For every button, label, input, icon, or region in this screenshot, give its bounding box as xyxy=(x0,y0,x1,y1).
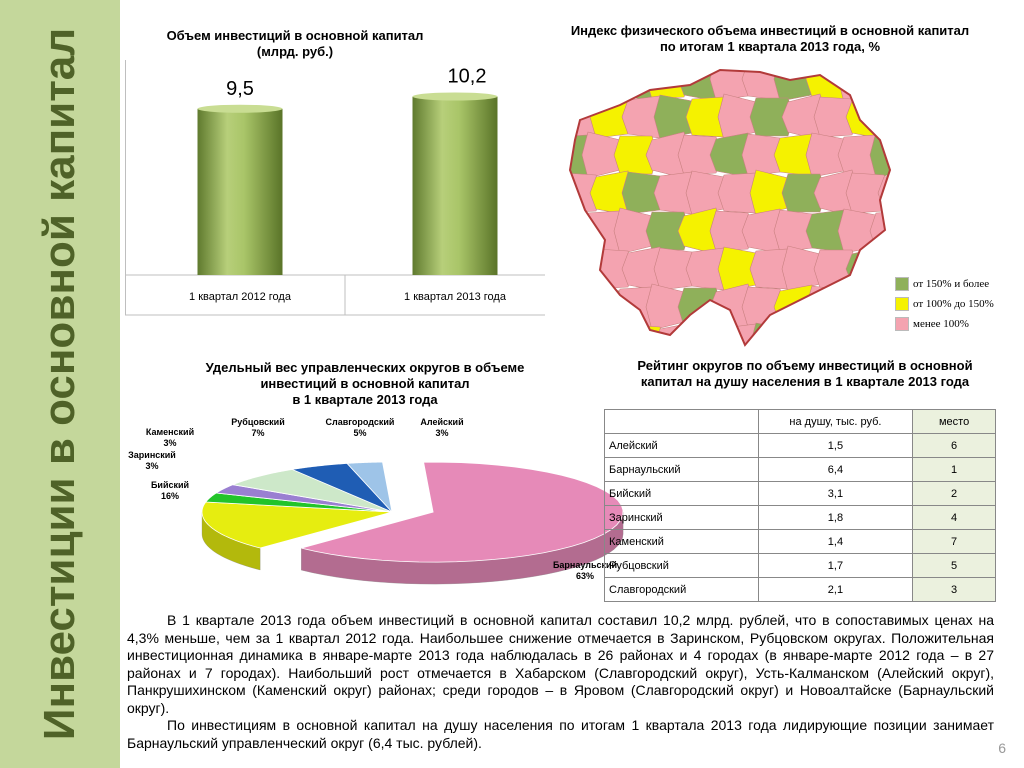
legend-label: от 100% до 150% xyxy=(913,298,994,310)
bar-chart-title-line1: Объем инвестиций в основной капитал xyxy=(166,28,424,43)
legend-item xyxy=(895,314,994,334)
table-cell-name: Рубцовский xyxy=(605,554,759,578)
legend-swatch-green xyxy=(895,277,909,291)
pie-slice-name: Славгородский xyxy=(325,417,395,427)
table-cell-name: Барнаульский xyxy=(605,458,759,482)
table-cell-rank: 3 xyxy=(913,578,996,602)
page-number: 6 xyxy=(998,740,1006,756)
bar xyxy=(198,109,283,275)
pie-chart-title-line1: Удельный вес управленческих округов в объеме xyxy=(205,360,525,375)
table-cell-rank: 1 xyxy=(913,458,996,482)
region-map xyxy=(560,60,900,350)
map-district xyxy=(838,56,882,102)
map-title xyxy=(535,23,1005,55)
bar-value-label: 9,5 xyxy=(226,77,254,100)
table-row xyxy=(605,434,996,458)
bar-chart-title-line2: (млрд. руб.) xyxy=(256,44,334,59)
table-cell-name: Славгородский xyxy=(605,578,759,602)
map-district xyxy=(870,60,914,98)
table-cell-value: 2,1 xyxy=(758,578,912,602)
map-district xyxy=(878,171,922,215)
map-district xyxy=(878,96,922,138)
pie-slice-label: 16% xyxy=(160,491,180,501)
bar-category-label: 1 квартал 2012 года xyxy=(189,291,291,303)
table-row xyxy=(605,458,996,482)
table-row xyxy=(605,578,996,602)
map-title-line1: Индекс физического объема инвестиций в основной капитал xyxy=(570,23,970,38)
rating-title-line2: капитал на душу населения в 1 квартале 2013 года xyxy=(640,374,970,389)
body-text xyxy=(127,612,994,752)
bar-chart-title xyxy=(130,28,460,60)
legend-item xyxy=(895,294,994,314)
map-district xyxy=(806,286,850,328)
table-cell-rank: 5 xyxy=(913,554,996,578)
table-cell-value: 1,4 xyxy=(758,530,912,554)
table-cell-rank: 7 xyxy=(913,530,996,554)
table-cell-value: 6,4 xyxy=(758,458,912,482)
legend-swatch-pink xyxy=(895,317,909,331)
table-cell-value: 3,1 xyxy=(758,482,912,506)
table-row xyxy=(605,506,996,530)
table-cell-name: Заринский xyxy=(605,506,759,530)
bar-value-label: 10,2 xyxy=(447,65,487,88)
map-district xyxy=(870,211,914,251)
table-cell-rank: 2 xyxy=(913,482,996,506)
map-district xyxy=(550,56,594,102)
map-title-line2: по итогам 1 квартала 2013 года, % xyxy=(659,39,881,54)
sidebar xyxy=(0,0,120,768)
table-cell-rank: 4 xyxy=(913,506,996,530)
table-row xyxy=(605,530,996,554)
pie-slice-name: Бийский xyxy=(150,480,190,490)
table-cell-value: 1,5 xyxy=(758,434,912,458)
table-cell-value: 1,7 xyxy=(758,554,912,578)
table-cell-name: Каменский xyxy=(605,530,759,554)
map-district xyxy=(582,60,626,98)
pie-slice-name: Заринский xyxy=(128,450,176,460)
pie-chart xyxy=(128,417,618,610)
legend-label: менее 100% xyxy=(913,318,969,330)
table-cell-name: Алейский xyxy=(605,434,759,458)
legend-item xyxy=(895,274,994,294)
legend-swatch-yellow xyxy=(895,297,909,311)
pie-chart-title xyxy=(165,360,565,408)
table-header-cell: на душу, тыс. руб. xyxy=(758,410,912,434)
pie-slice-label: 5% xyxy=(353,428,367,438)
rating-title xyxy=(600,358,1010,390)
pie-slice-label: 3% xyxy=(435,428,449,438)
pie-slice-label: 7% xyxy=(251,428,265,438)
table-header-row xyxy=(605,410,996,434)
bar xyxy=(413,97,498,276)
pie-chart-title-line3: в 1 квартале 2013 года xyxy=(292,392,438,407)
bar-chart xyxy=(125,60,545,320)
slide-title: Инвестиции в основной капитал xyxy=(35,27,84,741)
paragraph: По инвестициям в основной капитал на душу населения по итогам 1 квартала 2013 года лидирующие позиции занимает Барнаульский управленческий округ (6,4 тыс. рублей). xyxy=(127,717,994,751)
table-header-cell xyxy=(605,410,759,434)
bar-category-label: 1 квартал 2013 года xyxy=(404,291,506,303)
map-district xyxy=(870,132,914,178)
table-cell-rank: 6 xyxy=(913,434,996,458)
pie-slice-name: Алейский xyxy=(420,417,464,427)
pie-slice-name: Рубцовский xyxy=(231,417,285,427)
pie-slice-label: 3% xyxy=(163,438,177,448)
map-district xyxy=(558,246,602,292)
rating-table xyxy=(604,409,996,602)
paragraph: В 1 квартале 2013 года объем инвестиций в основной капитал составил 10,2 млрд. рублей, что в сопоставимых ценах на 4,3% меньше, чем за 1 квартал 2012 года. Наибольшее снижение отмечается в Заринском, Рубцовском округах. Положительная инвестиционная динамика в январе-марте 2013 года наблюдалась в 26 районах и 4 городах (в январе-марте 2012 года – в 27 районах и 7 городах). Наибольший рост отмечается в Хабарском (Славгородский округ), Усть-Калманском (Алейский округ), Панкрушихинском (Каменский округ) районах; среди городов – в Яровом (Славгородский округ) и Новоалтайске (Барнаульский округ). xyxy=(127,612,994,716)
map-district xyxy=(550,286,594,328)
pie-slice-name: Каменский xyxy=(145,427,195,437)
pie-slice-name: Барнаульский xyxy=(552,560,618,570)
map-district xyxy=(838,286,882,328)
bar-top xyxy=(198,105,283,113)
bar-top xyxy=(413,93,498,101)
rating-title-line1: Рейтинг округов по объему инвестиций в основной xyxy=(637,358,973,373)
table-cell-name: Бийский xyxy=(605,482,759,506)
table-row xyxy=(605,554,996,578)
pie-slice-label: 63% xyxy=(575,571,595,581)
table-header-cell: место xyxy=(913,410,996,434)
legend-label: от 150% и более xyxy=(913,278,990,290)
pie-slice-label: 3% xyxy=(145,461,159,471)
map-district xyxy=(558,326,602,364)
pie-chart-title-line2: инвестиций в основной капитал xyxy=(260,376,470,391)
table-row xyxy=(605,482,996,506)
table-cell-value: 1,8 xyxy=(758,506,912,530)
map-legend xyxy=(895,274,994,334)
map-district xyxy=(550,209,594,253)
